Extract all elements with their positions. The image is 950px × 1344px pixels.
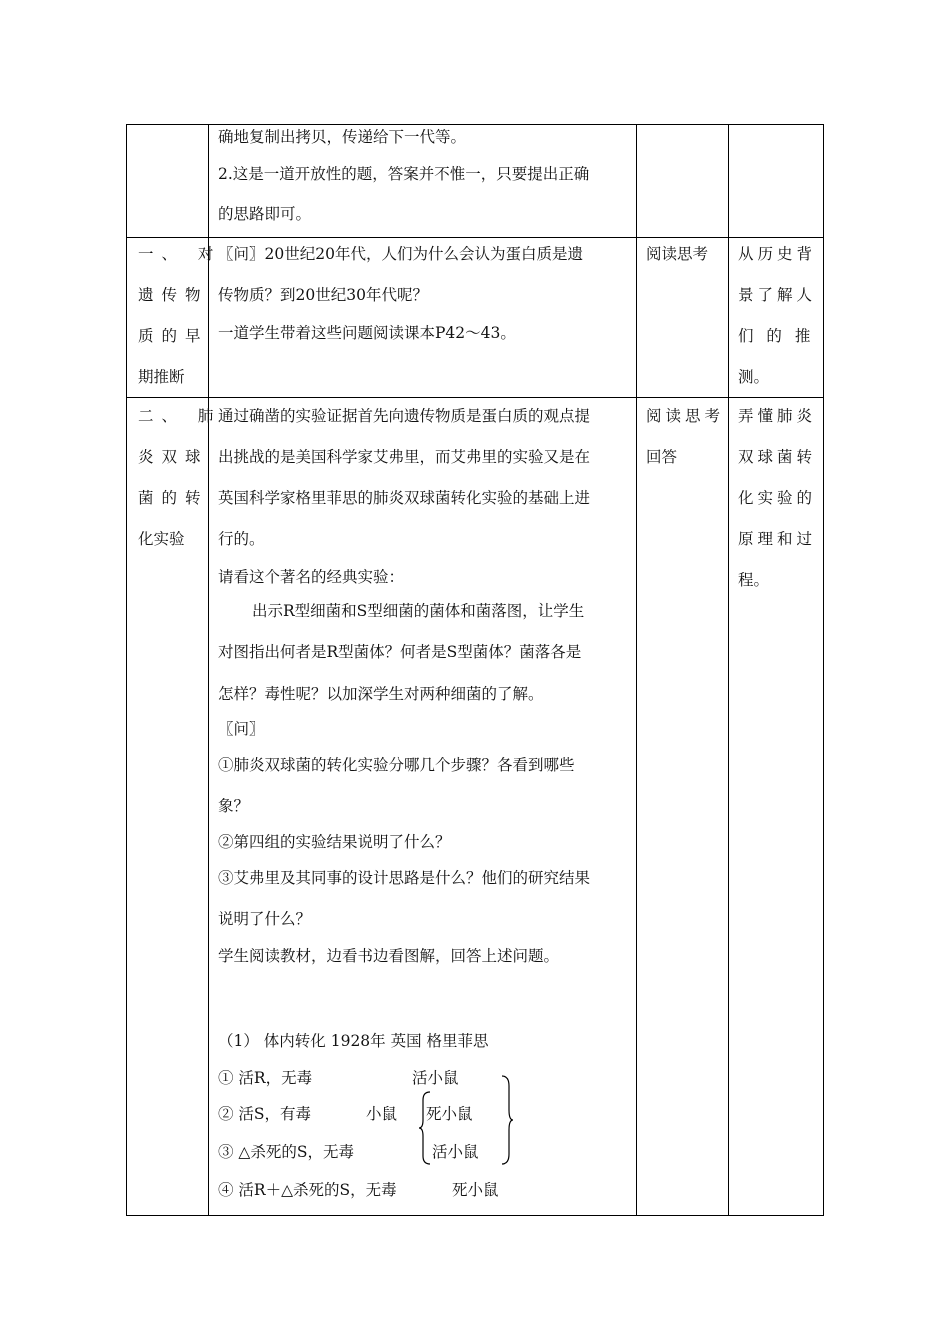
row0-content-line-2: 2.这是一道开放性的题，答案并不惟一，只要提出正确 <box>218 165 590 183</box>
row2-purpose-line-4: 原理和过 <box>738 530 817 548</box>
experiment-step-3-result: 活小鼠 <box>432 1143 479 1161</box>
row1-content-line-2: 传物质？到20世纪30年代呢？ <box>218 286 428 304</box>
row1-section-line-1: 一、 对 <box>138 245 222 263</box>
row0-content-line-1: 确地复制出拷贝，传递给下一代等。 <box>218 128 467 146</box>
row2-section-line-1: 二、 肺 <box>138 407 222 425</box>
row2-section-line-4: 化实验 <box>138 530 185 548</box>
outer-brace-icon <box>496 1074 514 1166</box>
row1-section-line-3: 质的早 <box>138 327 209 345</box>
row1-section-line-4: 期推断 <box>138 368 185 386</box>
row1-purpose-line-4: 测。 <box>738 368 770 386</box>
row2-section-line-3: 菌的转 <box>138 489 209 507</box>
table-border-left <box>126 124 127 1216</box>
row2-purpose-line-2: 双球菌转 <box>738 448 817 466</box>
row2-content-line-9: 〖问〗 <box>218 720 265 738</box>
row2-content-line-13: ③艾弗里及其同事的设计思路是什么？他们的研究结果 <box>218 869 591 887</box>
experiment-step-2-treatment: ② 活S，有毒 <box>218 1105 312 1123</box>
row1-purpose-line-1: 从历史背 <box>738 245 817 263</box>
row2-content-line-11: 象？ <box>218 797 250 815</box>
row2-purpose-line-1: 弄懂肺炎 <box>738 407 817 425</box>
table-col-divider-3 <box>728 124 729 1216</box>
experiment-step-2-result: 死小鼠 <box>426 1105 473 1123</box>
experiment-step-1-treatment: ① 活R，无毒 <box>218 1069 313 1087</box>
experiment-step-3-treatment: ③ △杀死的S，无毒 <box>218 1143 354 1161</box>
row2-content-line-10: ①肺炎双球菌的转化实验分哪几个步骤？各看到哪些 <box>218 756 575 774</box>
row2-content-line-8: 怎样？毒性呢？以加深学生对两种细菌的了解。 <box>218 685 544 703</box>
row1-purpose-line-3: 们 的 推 <box>738 327 815 345</box>
table-row-divider-1 <box>126 237 824 238</box>
row2-content-line-7: 对图指出何者是R型菌体？何者是S型菌体？菌落各是 <box>218 643 582 661</box>
table-border-right <box>823 124 824 1216</box>
experiment-step-2-mouse: 小鼠 <box>366 1105 398 1123</box>
row2-content-line-12: ②第四组的实验结果说明了什么？ <box>218 833 451 851</box>
row0-content-line-3: 的思路即可。 <box>218 205 312 223</box>
inner-brace-icon <box>418 1090 434 1166</box>
row2-purpose-line-3: 化实验的 <box>738 489 817 507</box>
row2-purpose-line-5: 程。 <box>738 571 770 589</box>
experiment-step-1-result: 活小鼠 <box>412 1069 459 1087</box>
row2-content-line-4: 行的。 <box>218 530 265 548</box>
table-row-divider-2 <box>126 397 824 398</box>
row2-activity-line-2: 回答 <box>646 448 678 466</box>
table-col-divider-2 <box>636 124 637 1216</box>
row1-purpose-line-2: 景了解人 <box>738 286 817 304</box>
experiment-step-4-result: 死小鼠 <box>452 1181 499 1199</box>
row2-content-line-5: 请看这个著名的经典实验： <box>218 568 405 586</box>
row2-section-line-2: 炎双球 <box>138 448 209 466</box>
row2-content-line-6: 出示R型细菌和S型细菌的菌体和菌落图，让学生 <box>252 602 585 620</box>
row2-activity-line-1: 阅读思考 <box>646 407 725 425</box>
row2-content-line-14: 说明了什么？ <box>218 910 312 928</box>
row1-content-line-1: 〖问〗20世纪20年代，人们为什么会认为蛋白质是遗 <box>218 245 583 263</box>
experiment-heading: （1） 体内转化 1928年 英国 格里菲思 <box>218 1032 489 1050</box>
experiment-step-4-treatment: ④ 活R＋△杀死的S，无毒 <box>218 1181 397 1199</box>
row2-content-line-3: 英国科学家格里菲思的肺炎双球菌转化实验的基础上进 <box>218 489 591 507</box>
row1-activity: 阅读思考 <box>646 245 709 263</box>
row2-content-line-2: 出挑战的是美国科学家艾弗里，而艾弗里的实验又是在 <box>218 448 591 466</box>
row2-content-line-1: 通过确凿的实验证据首先向遗传物质是蛋白质的观点提 <box>218 407 591 425</box>
table-border-top <box>126 124 824 125</box>
row1-section-line-2: 遗传物 <box>138 286 209 304</box>
row2-content-line-15: 学生阅读教材，边看书边看图解，回答上述问题。 <box>218 947 560 965</box>
row1-content-line-3: 一道学生带着这些问题阅读课本P42～43。 <box>218 324 516 342</box>
table-border-bottom <box>126 1215 824 1216</box>
